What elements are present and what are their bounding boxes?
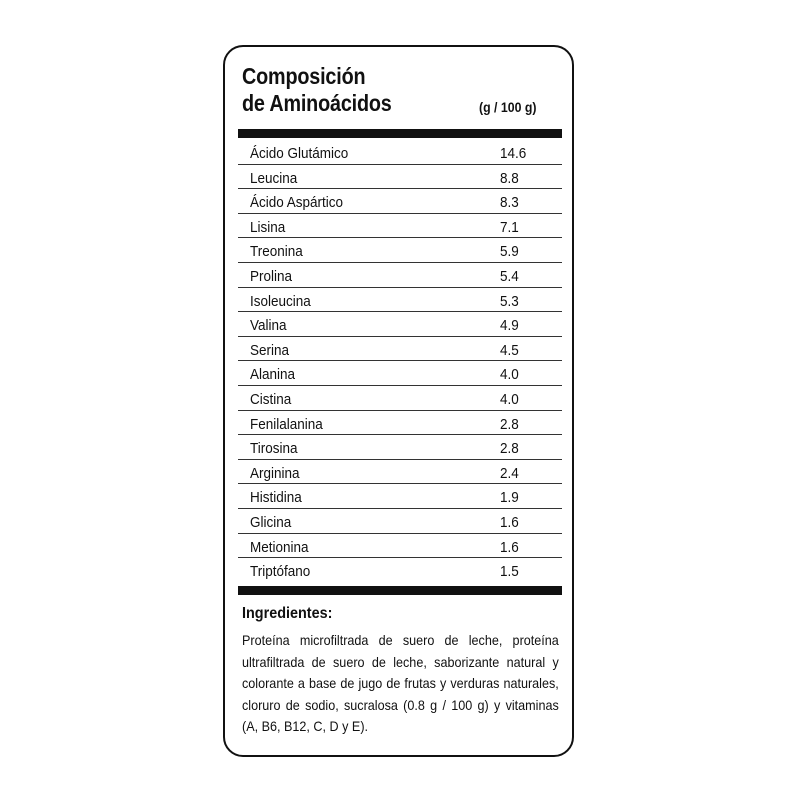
- amino-acid-name: Serina: [250, 341, 290, 359]
- amino-acid-value: 4.0: [500, 366, 519, 384]
- amino-acid-label: [223, 45, 574, 757]
- amino-acid-name: Leucina: [250, 169, 298, 187]
- amino-acid-value: 4.0: [500, 390, 519, 408]
- table-row: [238, 337, 562, 362]
- table-row: [238, 361, 562, 386]
- top-divider-bar: [238, 129, 562, 138]
- amino-acid-value: 14.6: [500, 145, 527, 162]
- table-row: [238, 435, 562, 460]
- amino-acid-name: Ácido Aspártico: [250, 194, 344, 212]
- amino-acid-value: 2.4: [500, 464, 519, 482]
- ingredients-text: Proteína microfiltrada de suero de leche, proteína ultrafiltrada de suero de leche, saborizante natural y colorante a base de jugo de frutas y verduras naturales, cloruro de sodio, sucralosa (0.8 g / 100 g) y vitaminas (A, B6, B12, C, D y E).: [242, 632, 559, 734]
- amino-acid-value: 5.4: [500, 267, 519, 285]
- table-row: [238, 165, 562, 190]
- table-row: [238, 189, 562, 214]
- amino-acid-name: Glicina: [250, 513, 292, 531]
- amino-acid-value: 4.5: [500, 341, 519, 359]
- amino-acid-value: 5.9: [500, 243, 519, 261]
- amino-acid-value: 5.3: [500, 292, 519, 310]
- amino-acid-name: Prolina: [250, 267, 293, 285]
- amino-acid-name: Isoleucina: [250, 292, 311, 310]
- table-row: [238, 140, 562, 165]
- amino-acid-name: Ácido Glutámico: [250, 145, 349, 162]
- amino-acid-name: Tirosina: [250, 440, 298, 458]
- amino-acid-table: [238, 140, 562, 583]
- amino-acid-value: 2.8: [500, 415, 519, 433]
- table-row: [238, 214, 562, 239]
- amino-acid-value: 1.6: [500, 538, 519, 556]
- table-row: [238, 509, 562, 534]
- amino-acid-value: 2.8: [500, 440, 519, 458]
- title-line-1: Composición: [242, 63, 366, 89]
- amino-acid-value: 1.9: [500, 489, 519, 507]
- amino-acid-value: 1.6: [500, 513, 519, 531]
- title-line-2: de Aminoácidos: [242, 90, 392, 116]
- table-row: [238, 238, 562, 263]
- table-row: [238, 534, 562, 559]
- amino-acid-name: Alanina: [250, 366, 296, 384]
- unit-label: (g / 100 g): [479, 99, 537, 115]
- table-row: [238, 484, 562, 509]
- label-title: [242, 63, 392, 117]
- amino-acid-name: Valina: [250, 317, 287, 335]
- table-row: [238, 386, 562, 411]
- amino-acid-value: 7.1: [500, 218, 519, 236]
- amino-acid-name: Lisina: [250, 218, 286, 236]
- amino-acid-name: Treonina: [250, 243, 303, 261]
- amino-acid-name: Triptófano: [250, 563, 311, 581]
- amino-acid-name: Fenilalanina: [250, 415, 323, 433]
- bottom-divider-bar: [238, 586, 562, 595]
- ingredients-title: Ingredientes:: [242, 605, 333, 622]
- table-row: [238, 558, 562, 583]
- amino-acid-value: 8.8: [500, 169, 519, 187]
- amino-acid-value: 1.5: [500, 563, 519, 581]
- table-row: [238, 288, 562, 313]
- amino-acid-name: Metionina: [250, 538, 309, 556]
- amino-acid-name: Histidina: [250, 489, 302, 507]
- amino-acid-value: 4.9: [500, 317, 519, 335]
- table-row: [238, 411, 562, 436]
- amino-acid-name: Arginina: [250, 464, 300, 482]
- table-row: [238, 263, 562, 288]
- amino-acid-name: Cistina: [250, 390, 292, 408]
- table-row: [238, 312, 562, 337]
- amino-acid-value: 8.3: [500, 194, 519, 212]
- table-row: [238, 460, 562, 485]
